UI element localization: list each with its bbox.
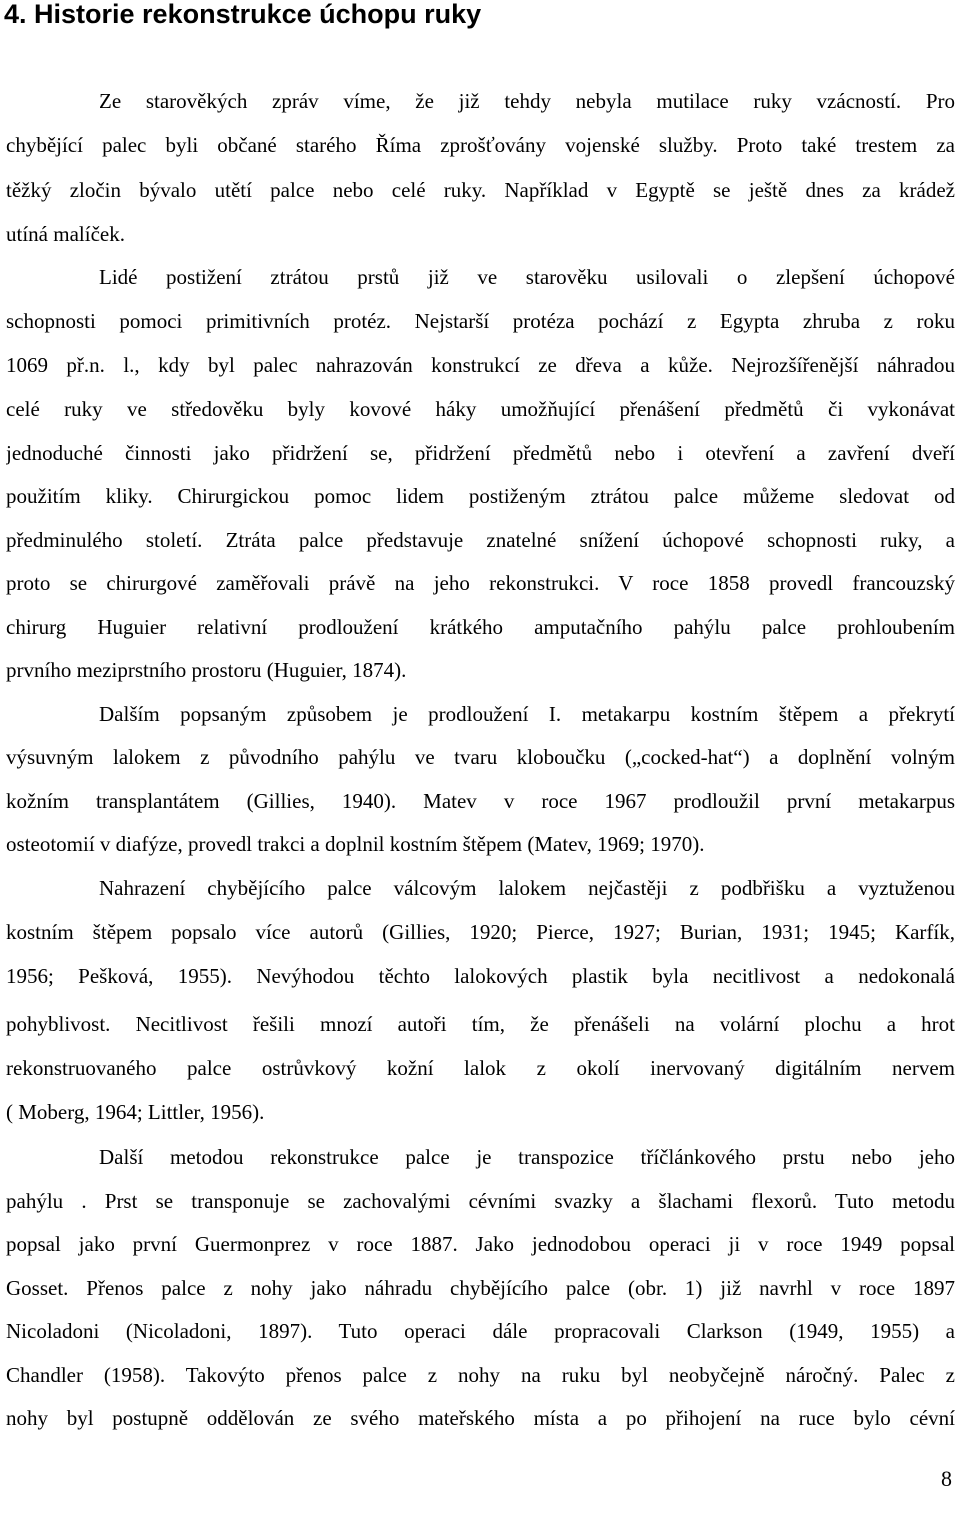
section-heading: 4. Historie rekonstrukce úchopu ruky xyxy=(4,0,482,29)
text-line: pahýlu . Prst se transponuje se zachovalými cévními svazky a šlachami flexorů. Tuto metodu xyxy=(6,1189,955,1213)
text-line: utíná malíček. xyxy=(6,222,125,246)
text-line: proto se chirurgové zaměřovali právě na jeho rekonstrukci. V roce 1858 provedl francouzský xyxy=(6,571,955,595)
text-line: osteotomií v diafýze, provedl trakci a doplnil kostním štěpem (Matev, 1969; 1970). xyxy=(6,832,705,856)
text-line: prvního meziprstního prostoru (Huguier, 1874). xyxy=(6,658,407,682)
text-line: Lidé postižení ztrátou prstů již ve starověku usilovali o zlepšení úchopové xyxy=(99,265,955,289)
text-line: Další metodou rekonstrukce palce je transpozice tříčlánkového prstu nebo jeho xyxy=(99,1145,955,1169)
text-line: Nahrazení chybějícího palce válcovým lalokem nejčastěji z podbřišku a vyztuženou xyxy=(99,876,955,900)
text-line: rekonstruovaného palce ostrůvkový kožní lalok z okolí inervovaný digitálním nervem xyxy=(6,1056,955,1080)
text-line: nohy byl postupně oddělován ze svého mateřského místa a po přihojení na ruce bylo cévní xyxy=(6,1406,955,1430)
text-line: kožním transplantátem (Gillies, 1940). Matev v roce 1967 prodloužil první metakarpus xyxy=(6,789,955,813)
text-line: schopnosti pomoci primitivních protéz. Nejstarší protéza pochází z Egypta zhruba z roku xyxy=(6,309,955,333)
text-line: Gosset. Přenos palce z nohy jako náhradu chybějícího palce (obr. 1) již navrhl v roce 1897 xyxy=(6,1276,955,1300)
page-number: 8 xyxy=(941,1466,952,1491)
text-line: těžký zločin bývalo utětí palce nebo celé ruky. Například v Egyptě se ještě dnes za krádež xyxy=(6,178,955,202)
text-line: celé ruky ve středověku byly kovové háky umožňující přenášení předmětů či vykonávat xyxy=(6,397,955,421)
text-line: 1956; Pešková, 1955). Nevýhodou těchto lalokových plastik byla necitlivost a nedokonalá xyxy=(6,964,955,988)
text-line: jednoduché činnosti jako přidržení se, přidržení předmětů nebo i otevření a zavření dveří xyxy=(6,441,955,465)
text-line: chybějící palec byli občané starého Říma zprošťovány vojenské služby. Proto také trestem za xyxy=(6,133,955,157)
text-line: 1069 př.n. l., kdy byl palec nahrazován konstrukcí ze dřeva a kůže. Nejrozšířenější náhradou xyxy=(6,353,955,377)
text-line: použitím kliky. Chirurgickou pomoc lidem postiženým ztrátou palce můžeme sledovat od xyxy=(6,484,955,508)
text-line: kostním štěpem popsalo více autorů (Gillies, 1920; Pierce, 1927; Burian, 1931; 1945; Karfík, xyxy=(6,920,955,944)
text-line: popsal jako první Guermonprez v roce 1887. Jako jednodobou operaci ji v roce 1949 popsal xyxy=(6,1232,955,1256)
text-line: Ze starověkých zpráv víme, že již tehdy nebyla mutilace ruky vzácností. Pro xyxy=(99,89,955,113)
text-line: Dalším popsaným způsobem je prodloužení I. metakarpu kostním štěpem a překrytí xyxy=(99,702,955,726)
text-line: Nicoladoni (Nicoladoni, 1897). Tuto operaci dále propracovali Clarkson (1949, 1955) a xyxy=(6,1319,955,1343)
text-line: Chandler (1958). Takovýto přenos palce z nohy na ruku byl neobyčejně náročný. Palec z xyxy=(6,1363,955,1387)
text-line: předminulého století. Ztráta palce představuje znatelné snížení úchopové schopnosti ruky, a xyxy=(6,528,955,552)
text-line: pohyblivost. Necitlivost řešili mnozí autoři tím, že přenášeli na volární plochu a hrot xyxy=(6,1012,955,1036)
text-line: výsuvným lalokem z původního pahýlu ve tvaru kloboučku („cocked-hat“) a doplnění volným xyxy=(6,745,955,769)
text-line: chirurg Huguier relativní prodloužení krátkého amputačního pahýlu palce prohloubením xyxy=(6,615,955,639)
text-line: ( Moberg, 1964; Littler, 1956). xyxy=(6,1100,265,1124)
